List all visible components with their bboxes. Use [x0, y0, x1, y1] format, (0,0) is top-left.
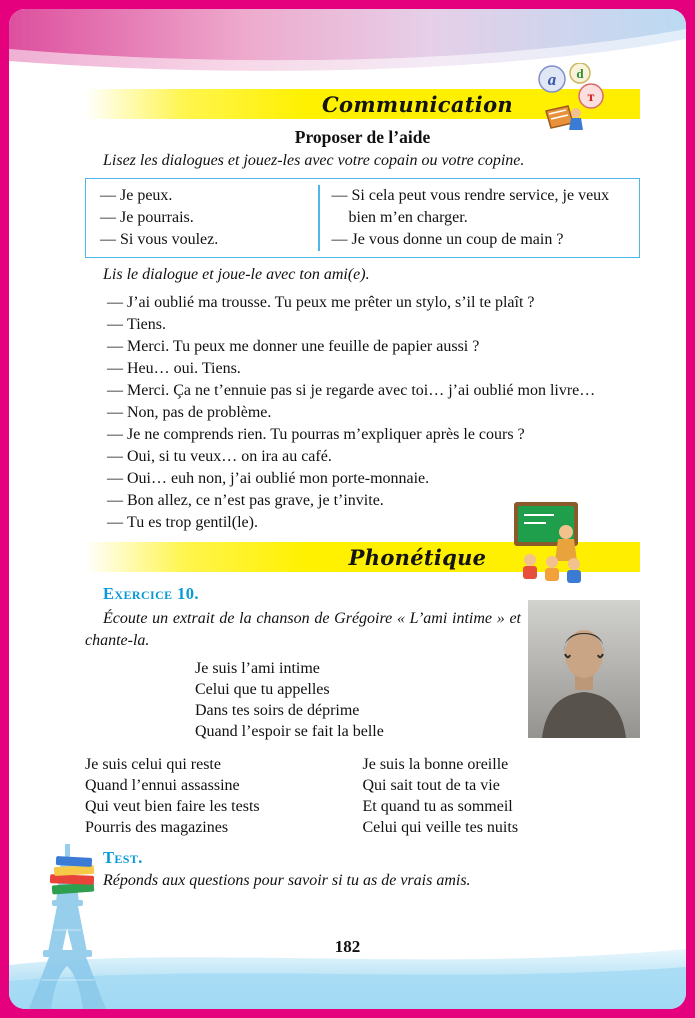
section-title: Proposer de l’aide	[294, 127, 431, 147]
dialogue-line: — Merci. Tu peux me donner une feuille de papier aussi ?	[107, 338, 480, 355]
page-inner	[9, 9, 686, 1009]
dialogue-line: — Je ne comprends rien. Tu pourras m’expliquer après le cours ?	[107, 426, 525, 443]
instruction-text: Lisez les dialogues et jouez-les avec votre copain ou votre copine.	[103, 152, 525, 169]
lyric-line: Celui que tu appelles	[195, 681, 330, 698]
dialogue-line: — Tu es trop gentil(le).	[107, 514, 258, 531]
dialogue-line: — Bon allez, ce n’est pas grave, je t’invite.	[107, 492, 384, 509]
classroom-blackboard-icon	[512, 498, 600, 584]
phonetique-banner-title: Phonétique	[348, 544, 487, 570]
communication-banner-title: Communication	[322, 91, 513, 117]
dialogue-line: — J’ai oublié ma trousse. Tu peux me prêter un stylo, s’il te plaît ?	[107, 294, 535, 311]
song-columns	[85, 754, 640, 838]
phonetique-banner	[85, 542, 640, 572]
portrait-photo	[528, 600, 640, 738]
page-number: 182	[334, 937, 361, 956]
books-stack-icon	[45, 851, 103, 897]
lyric-line: Qui veut bien faire les tests	[85, 798, 260, 815]
lyric-line: Pourris des magazines	[85, 819, 229, 836]
svg-text:a: a	[547, 70, 557, 89]
lyric-line: Je suis l’ami intime	[195, 660, 320, 677]
phrase-item: — Je vous donne un coup de main ?	[331, 231, 564, 248]
phrases-box-left	[86, 185, 318, 251]
dialogue-line: — Tiens.	[107, 316, 166, 333]
lyric-line: Dans tes soirs de déprime	[195, 702, 360, 719]
page-content	[85, 66, 640, 898]
alphabet-letters-icon	[530, 63, 606, 135]
song-column-left	[85, 754, 363, 838]
lyric-line: Je suis celui qui reste	[85, 756, 221, 773]
lyric-line: Qui sait tout de ta vie	[362, 777, 500, 794]
lyric-line: Quand l’ennui assassine	[85, 777, 240, 794]
dialogue-line: — Heu… oui. Tiens.	[107, 360, 241, 377]
exercise-label: Exercice 10.	[103, 584, 199, 603]
lyric-line: Celui qui veille tes nuits	[362, 819, 519, 836]
phrases-box-right	[320, 185, 640, 251]
dialogue-line: — Oui, si tu veux… on ira au café.	[107, 448, 332, 465]
svg-text:т: т	[587, 90, 595, 105]
exercise-row	[85, 608, 640, 652]
test-instruction: Réponds aux questions pour savoir si tu as de vrais amis.	[103, 872, 471, 889]
instruction-text: Lis le dialogue et joue-le avec ton ami(e).	[103, 266, 370, 283]
phrase-item: — Si vous voulez.	[100, 231, 219, 248]
phrase-item: — Je pourrais.	[100, 209, 194, 226]
phrases-box	[85, 178, 640, 258]
dialogue-line: — Non, pas de problème.	[107, 404, 272, 421]
dialogue-line: — Oui… euh non, j’ai oublié mon porte-monnaie.	[107, 470, 430, 487]
svg-text:d: d	[576, 66, 584, 81]
communication-banner	[85, 66, 640, 119]
exercise-instruction: Écoute un extrait de la chanson de Grégoire « L’ami intime » et chante-la.	[85, 610, 521, 649]
test-label: Test.	[103, 848, 143, 867]
lyric-line: Je suis la bonne oreille	[362, 756, 509, 773]
phrase-item: — Si cela peut vous rendre service, je veux bien m’en charger.	[331, 187, 610, 226]
dialogue-line: — Merci. Ça ne t’ennuie pas si je regarde avec toi… j’ai oublié mon livre…	[107, 382, 596, 399]
song-column-right	[363, 754, 641, 838]
phrase-item: — Je peux.	[100, 187, 173, 204]
lyric-line: Et quand tu as sommeil	[362, 798, 513, 815]
lyric-line: Quand l’espoir se fait la belle	[195, 723, 384, 740]
